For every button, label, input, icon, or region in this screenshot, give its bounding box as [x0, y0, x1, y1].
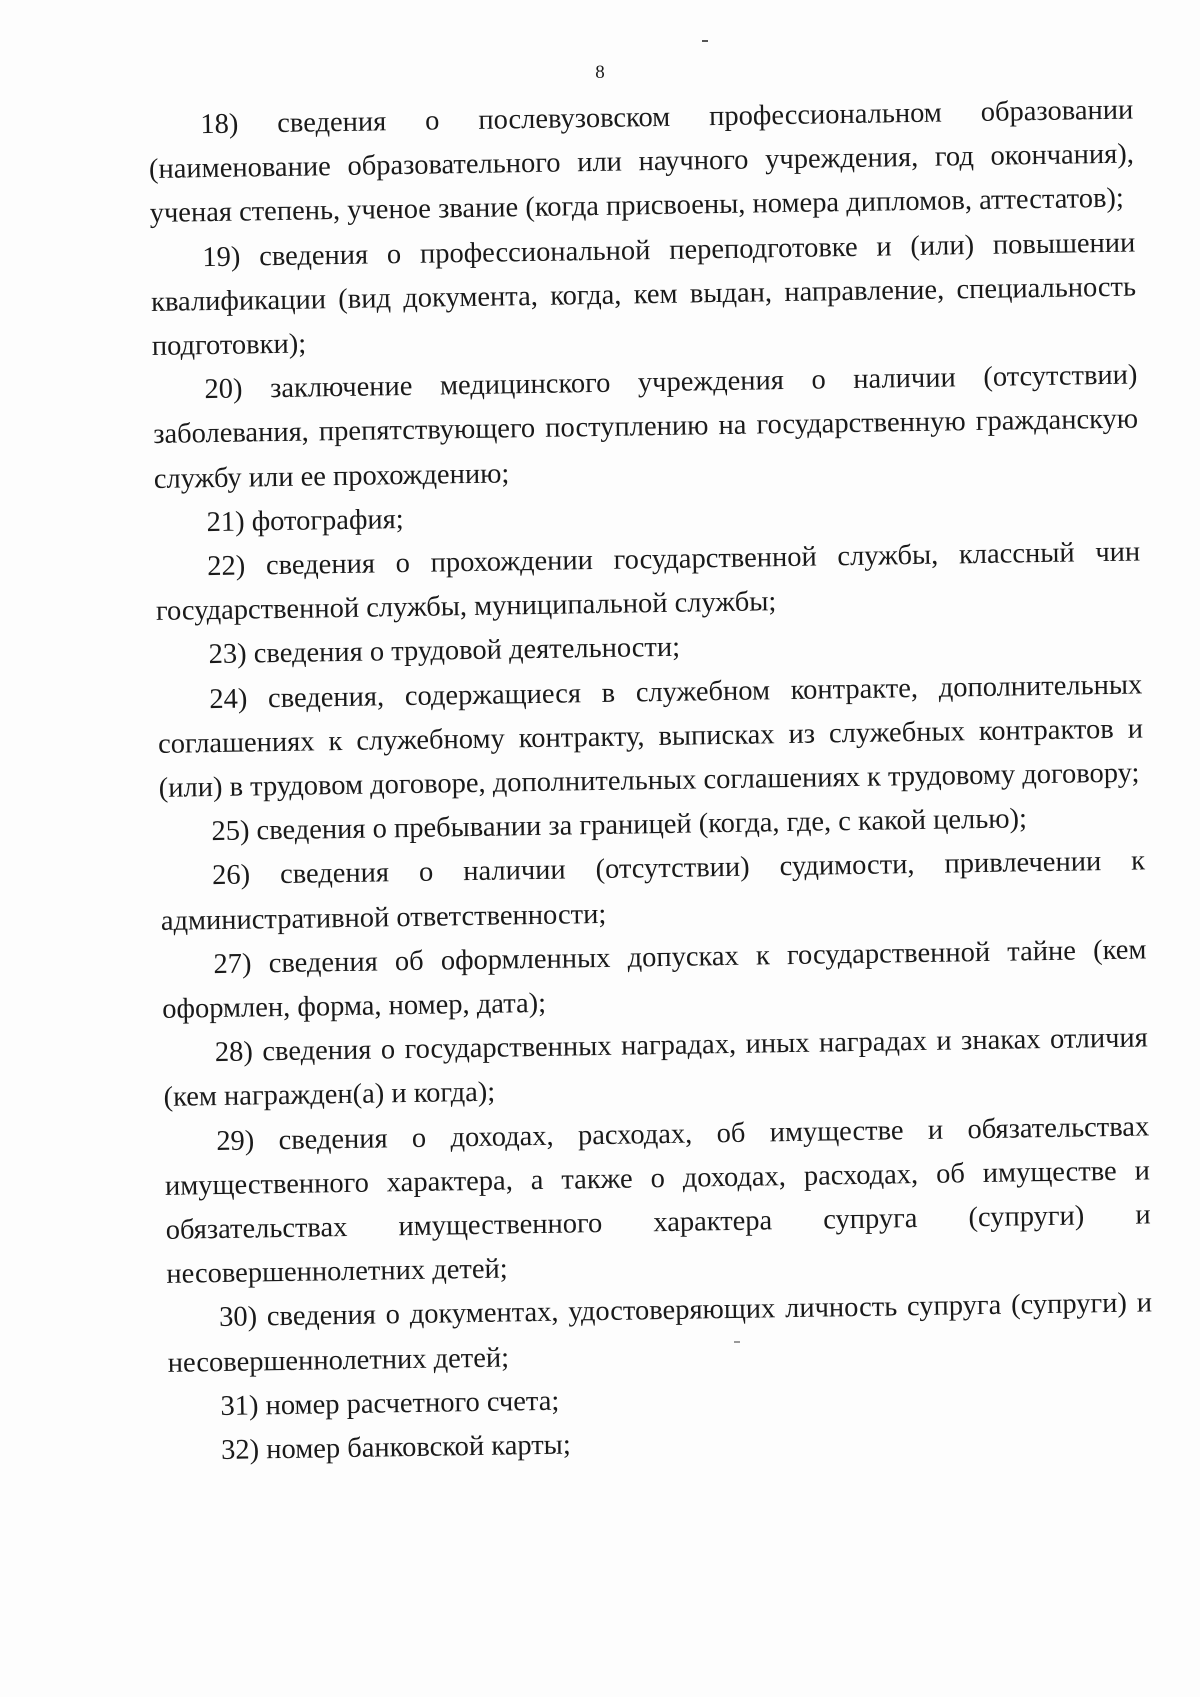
list-item: 19) сведения о профессиональной переподготовке и (или) повышении квалификации (вид документа, когда, кем выдан, направление, специальность подготовки); [150, 227, 1137, 362]
list-item: 22) сведения о прохождении государственной службы, классный чин государственной службы, муниципальной службы; [155, 536, 1141, 628]
list-item: 21) фотография; [206, 503, 404, 538]
list-item: 29) сведения о доходах, расходах, об имуществе и обязательствах имущественного характера, а также о доходах, расходах, об имуществе и обязательствах имущественного характера супруга (супруги) и несовершеннолетних детей; [164, 1111, 1151, 1291]
list-item: 26) сведения о наличии (отсутствии) судимости, привлечении к административной ответственности; [160, 845, 1146, 937]
list-item: 31) номер расчетного счета; [220, 1385, 560, 1422]
list-item: 23) сведения о трудовой деятельности; [208, 632, 681, 671]
list-item: 32) номер банковской карты; [220, 1429, 571, 1467]
list-item: 18) сведения о послевузовском профессиональном образовании (наименование образовательного или научного учреждения, год окончания), ученая степень, ученое звание (когда присвоены, номера дипломов, аттестатов); [148, 94, 1135, 230]
page-number: 8 [595, 62, 605, 83]
scan-artifact [702, 40, 708, 42]
list-item: 24) сведения, содержащиеся в служебном контракте, дополнительных соглашениях к служебному контракту, выписках из служебных контрактов и (или) в трудовом договоре, дополнительных соглашениях к трудовому договору; [157, 669, 1144, 804]
list-item: 28) сведения о государственных наградах, иных наградах и знаках отличия (кем награжден(а) и когда); [163, 1022, 1149, 1114]
list-item: 30) сведения о документах, удостоверяющих личность супруга (супруги) и несовершеннолетних детей; [167, 1287, 1153, 1379]
list-item: 20) заключение медицинского учреждения о наличии (отсутствии) заболевания, препятствующего поступлению на государственную гражданскую службу или ее прохождению; [152, 359, 1139, 495]
list-item: 27) сведения об оформленных допусках к государственной тайне (кем оформлен, форма, номер, дата); [161, 934, 1147, 1025]
document-body [148, 89, 1154, 1475]
list-item: 25) сведения о пребывании за границей (когда, где, с какой целью); [211, 803, 1028, 848]
